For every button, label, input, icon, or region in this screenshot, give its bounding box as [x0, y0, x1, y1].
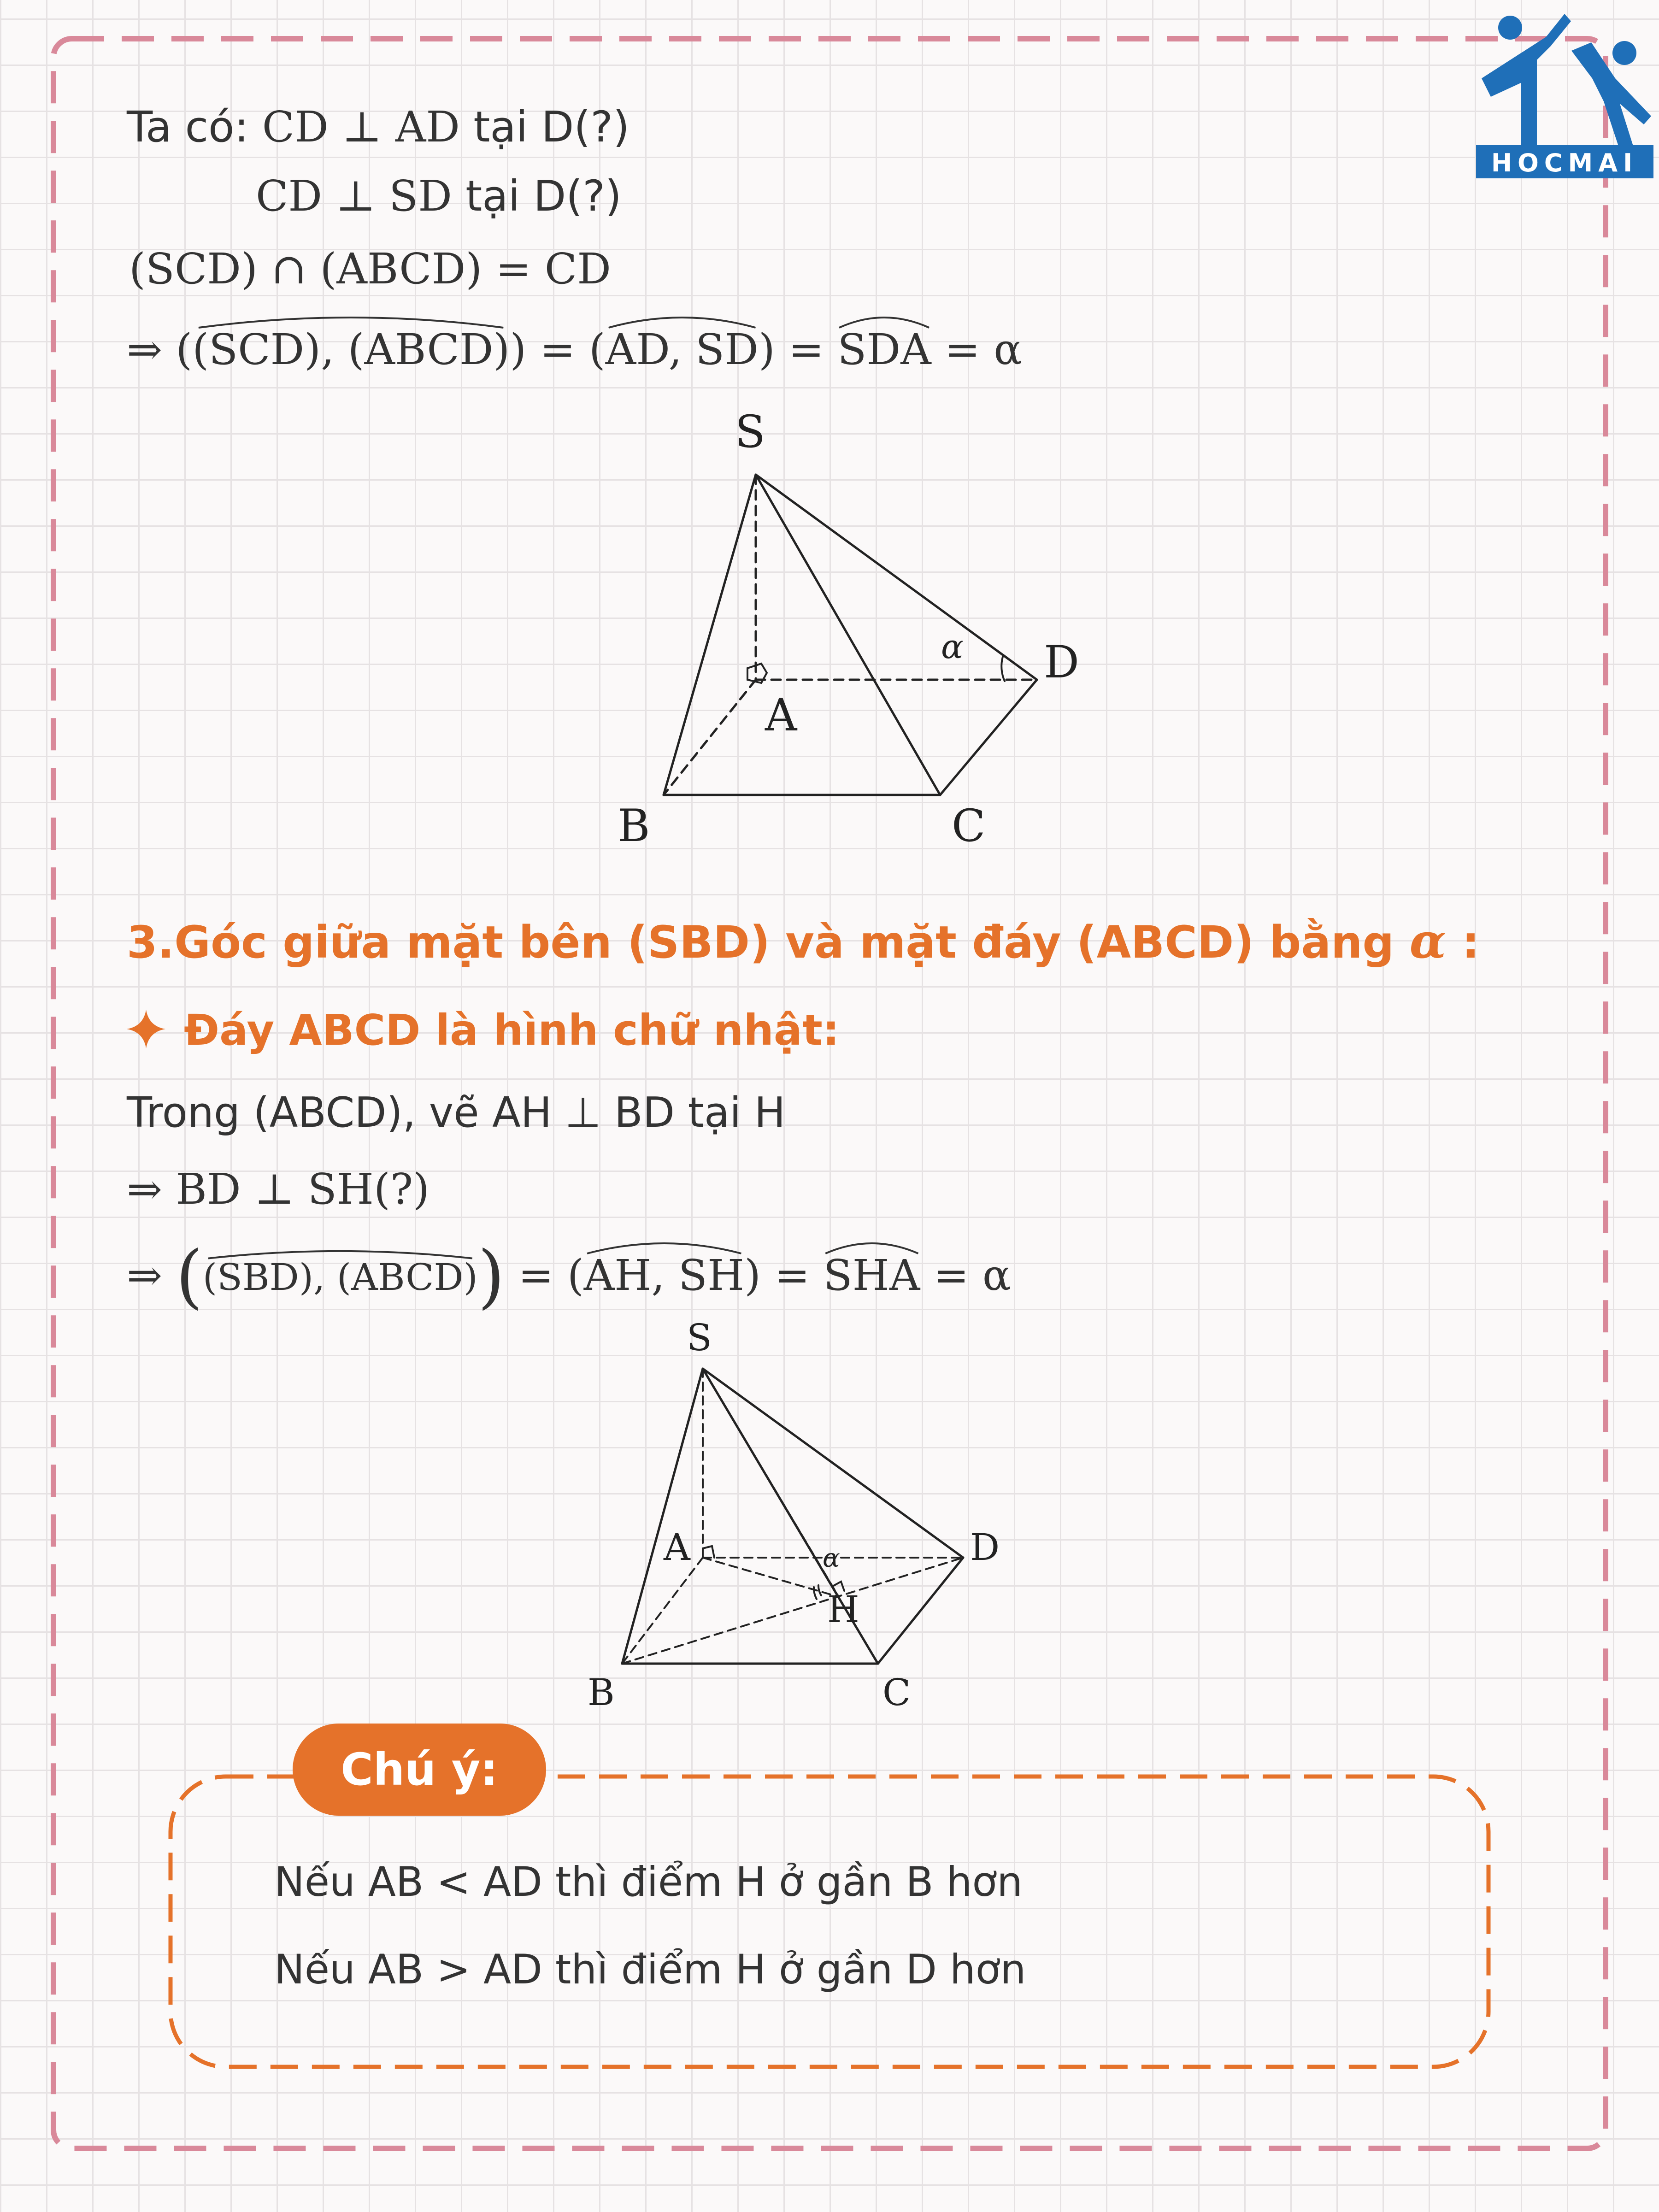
label-S: S — [687, 1316, 712, 1359]
section-3-heading: 3.Góc giữa mặt bên (SBD) và mặt đáy (ABCD) bằng α : — [127, 912, 1480, 969]
label-A: A — [664, 1526, 690, 1569]
label-alpha: α — [823, 1543, 840, 1573]
proof-line-3: (SCD) ∩ (ABCD) = CD — [129, 244, 611, 294]
section-3-line-3: ⇒ ( (SBD), (ABCD)) = ( AH, SH) = SHA = α — [127, 1236, 1012, 1317]
label-S: S — [735, 406, 765, 458]
label-D: D — [1044, 636, 1079, 688]
note-title-badge: Chú ý: — [293, 1724, 546, 1816]
hocmai-logo — [1472, 9, 1657, 180]
note-line-1: Nếu AB < AD thì điểm H ở gần B hơn — [274, 1858, 1023, 1906]
pyramid-figure-2 — [562, 1309, 1046, 1724]
label-B: B — [588, 1671, 615, 1714]
section-3-line-2: ⇒ BD ⊥ SH(?) — [127, 1165, 430, 1214]
logo-text: HOCMAI — [1491, 148, 1638, 177]
section-3-subheading: Đáy ABCD là hình chữ nhật: — [127, 1009, 840, 1052]
label-alpha: α — [941, 627, 964, 666]
label-C: C — [952, 800, 986, 852]
note-line-2: Nếu AB > AD thì điểm H ở gần D hơn — [274, 1946, 1026, 1993]
label-B: B — [618, 800, 650, 852]
proof-line-2: CD ⊥ SD tại D(?) — [256, 171, 622, 221]
proof-line-1: Ta có: CD ⊥ AD tại D(?) — [127, 102, 630, 152]
section-3-line-1: Trong (ABCD), vẽ AH ⊥ BD tại H — [127, 1088, 786, 1137]
four-point-star-icon — [127, 1010, 165, 1048]
note-box — [168, 1774, 1491, 2069]
label-H: H — [827, 1588, 859, 1631]
label-D: D — [970, 1526, 1000, 1569]
proof-line-4: ⇒ ( (SCD), (ABCD)) = ( AD, SD) = SDA = α — [127, 329, 1022, 371]
label-C: C — [882, 1671, 911, 1714]
pyramid-figure-1 — [576, 406, 1129, 857]
label-A: A — [765, 689, 797, 741]
